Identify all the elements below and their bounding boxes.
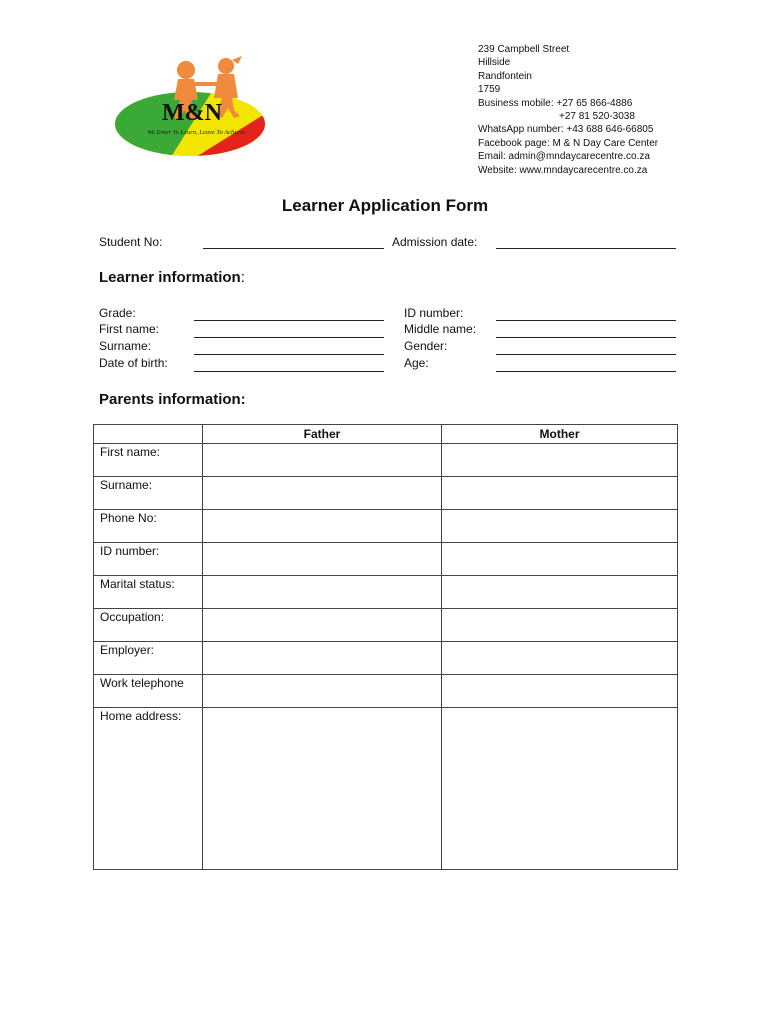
row-label-id-number: ID number:: [94, 543, 203, 576]
id-number-field[interactable]: [496, 320, 676, 321]
age-field[interactable]: [496, 371, 676, 372]
row-label-surname: Surname:: [94, 477, 203, 510]
surname-field[interactable]: [194, 354, 384, 355]
grade-label: Grade:: [99, 306, 136, 320]
row-label-phone: Phone No:: [94, 510, 203, 543]
table-corner-cell: [94, 425, 203, 444]
contact-block: [478, 43, 658, 177]
father-id-number-cell[interactable]: [203, 543, 442, 576]
student-no-field[interactable]: [203, 248, 384, 249]
row-label-work-telephone: Work telephone: [94, 675, 203, 708]
mother-surname-cell[interactable]: [442, 477, 678, 510]
address-town: Randfontein: [478, 70, 532, 82]
email-address: Email: admin@mndaycarecentre.co.za: [478, 151, 650, 163]
mother-phone-cell[interactable]: [442, 510, 678, 543]
table-row: [94, 675, 678, 708]
mother-home-address-cell[interactable]: [442, 708, 678, 870]
learner-info-heading: Learner information:: [99, 269, 245, 286]
gender-label: Gender:: [404, 339, 448, 353]
grade-field[interactable]: [194, 320, 384, 321]
father-work-telephone-cell[interactable]: [203, 675, 442, 708]
first-name-label: First name:: [99, 322, 160, 336]
father-phone-cell[interactable]: [203, 510, 442, 543]
middle-name-label: Middle name:: [404, 322, 477, 336]
age-label: Age:: [404, 356, 429, 370]
dob-label: Date of birth:: [99, 356, 168, 370]
mother-work-telephone-cell[interactable]: [442, 675, 678, 708]
father-first-name-cell[interactable]: [203, 444, 442, 477]
first-name-field[interactable]: [194, 337, 384, 338]
father-occupation-cell[interactable]: [203, 609, 442, 642]
middle-name-field[interactable]: [496, 337, 676, 338]
form-title: Learner Application Form: [281, 196, 489, 215]
mother-first-name-cell[interactable]: [442, 444, 678, 477]
row-label-occupation: Occupation:: [94, 609, 203, 642]
address-suburb: Hillside: [478, 57, 511, 69]
logo-tagline: We Enter To Learn, Leave To Achieve: [147, 129, 245, 136]
table-row: [94, 477, 678, 510]
parents-table: [93, 424, 678, 870]
admission-date-field[interactable]: [496, 248, 676, 249]
father-column-header: Father: [203, 425, 442, 444]
surname-label: Surname:: [99, 339, 152, 353]
website-address: Website: www.mndaycarecentre.co.za: [478, 164, 648, 176]
business-mobile: Business mobile: +27 65 866-4886: [478, 97, 633, 109]
mother-employer-cell[interactable]: [442, 642, 678, 675]
row-label-home-address: Home address:: [94, 708, 203, 870]
father-marital-status-cell[interactable]: [203, 576, 442, 609]
address-street: 239 Campbell Street: [478, 44, 570, 55]
student-no-label: Student No:: [99, 235, 163, 249]
address-code: 1759: [478, 84, 501, 96]
logo-text: M&N: [162, 100, 222, 126]
facebook-page: Facebook page: M & N Day Care Center: [478, 137, 659, 149]
parents-info-heading: Parents information:: [99, 391, 246, 408]
admission-date-label: Admission date:: [392, 235, 478, 249]
table-row: [94, 510, 678, 543]
school-logo: [108, 52, 288, 162]
business-mobile-2: +27 81 520-3038: [559, 111, 635, 123]
id-number-label: ID number:: [404, 306, 464, 320]
table-row: [94, 642, 678, 675]
row-label-first-name: First name:: [94, 444, 203, 477]
father-employer-cell[interactable]: [203, 642, 442, 675]
table-row: [94, 609, 678, 642]
row-label-employer: Employer:: [94, 642, 203, 675]
mother-occupation-cell[interactable]: [442, 609, 678, 642]
gender-field[interactable]: [496, 354, 676, 355]
whatsapp-number: WhatsApp number: +43 688 646-66805: [478, 124, 654, 136]
father-surname-cell[interactable]: [203, 477, 442, 510]
dob-field[interactable]: [194, 371, 384, 372]
table-row: [94, 708, 678, 870]
table-row: [94, 576, 678, 609]
mother-column-header: Mother: [442, 425, 678, 444]
row-label-marital-status: Marital status:: [94, 576, 203, 609]
table-row: [94, 543, 678, 576]
father-home-address-cell[interactable]: [203, 708, 442, 870]
mother-marital-status-cell[interactable]: [442, 576, 678, 609]
mother-id-number-cell[interactable]: [442, 543, 678, 576]
table-row: [94, 444, 678, 477]
